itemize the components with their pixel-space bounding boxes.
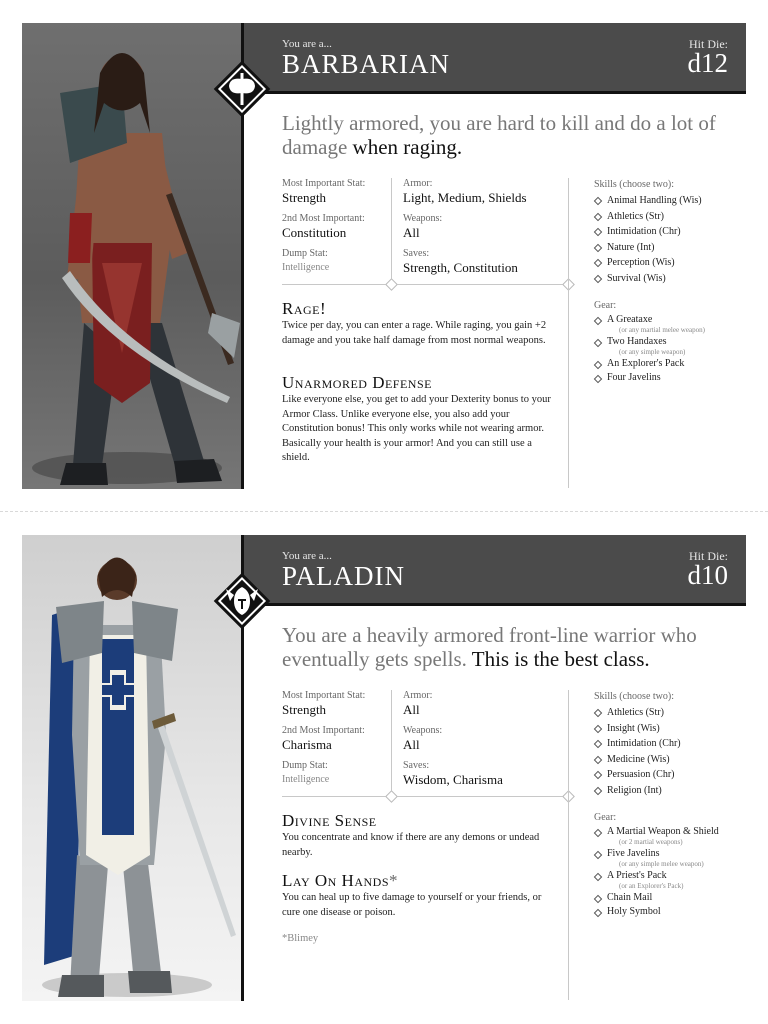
second-important-label: 2nd Most Important: xyxy=(282,213,365,224)
card-separator xyxy=(0,511,768,512)
gear-item: Five Javelins (or any simple melee weapon) xyxy=(594,848,744,868)
footnote: *Blimey xyxy=(282,933,319,944)
gear-list xyxy=(594,826,744,918)
diamond-bullet-icon xyxy=(594,197,602,205)
gear-section xyxy=(594,300,744,386)
dump-stat-value: Intelligence xyxy=(282,262,330,273)
saves-value: Wisdom, Charisma xyxy=(403,772,503,787)
diamond-bullet-icon xyxy=(594,709,602,717)
saves-label: Saves: xyxy=(403,248,430,259)
diamond-bullet-icon xyxy=(594,771,602,779)
proficiency-stats xyxy=(403,690,563,795)
tagline-emphasis: This is the best class. xyxy=(471,647,650,671)
armor-value: All xyxy=(403,702,420,717)
skills-label: Skills (choose two): xyxy=(594,691,674,702)
class-tagline xyxy=(282,111,737,159)
skill-item: Medicine (Wis) xyxy=(594,752,744,768)
skill-item: Persuasion (Chr) xyxy=(594,767,744,783)
most-important-label: Most Important Stat: xyxy=(282,178,366,189)
diamond-bullet-icon xyxy=(594,212,602,220)
saves-value: Strength, Constitution xyxy=(403,260,518,275)
stats-divider xyxy=(391,690,392,797)
skill-item: Athletics (Str) xyxy=(594,209,744,225)
skill-item: Animal Handling (Wis) xyxy=(594,193,744,209)
gear-label: Gear: xyxy=(594,300,617,311)
dump-stat-value: Intelligence xyxy=(282,774,330,785)
diamond-bullet-icon xyxy=(594,724,602,732)
skill-item: Perception (Wis) xyxy=(594,255,744,271)
diamond-bullet-icon xyxy=(594,851,602,859)
class-header xyxy=(244,23,746,94)
diamond-bullet-icon xyxy=(594,829,602,837)
diamond-bullet-icon xyxy=(594,786,602,794)
column-divider xyxy=(568,178,569,488)
skills-list xyxy=(594,193,744,286)
weapons-value: All xyxy=(403,225,420,240)
hit-die-value: d10 xyxy=(687,560,728,590)
skills-section xyxy=(594,179,744,286)
section-divider xyxy=(282,284,569,285)
skill-item: Nature (Int) xyxy=(594,240,744,256)
skill-item: Religion (Int) xyxy=(594,783,744,799)
feature-title: Rage! xyxy=(282,299,327,318)
gear-item: Holy Symbol xyxy=(594,906,744,918)
skill-item: Athletics (Str) xyxy=(594,705,744,721)
class-header xyxy=(244,535,746,606)
diamond-bullet-icon xyxy=(594,361,602,369)
diamond-bullet-icon xyxy=(594,740,602,748)
section-divider xyxy=(282,796,569,797)
diamond-bullet-icon xyxy=(594,895,602,903)
skill-item: Survival (Wis) xyxy=(594,271,744,287)
gear-item: A Priest's Pack (or an Explorer's Pack) xyxy=(594,870,744,890)
you-are-label: You are a... xyxy=(282,38,332,50)
diamond-bullet-icon xyxy=(594,259,602,267)
most-important-value: Strength xyxy=(282,190,327,205)
dump-stat-label: Dump Stat: xyxy=(282,248,328,259)
hit-die-label: Hit Die: xyxy=(689,549,728,563)
skills-label: Skills (choose two): xyxy=(594,179,674,190)
second-important-value: Charisma xyxy=(282,737,332,752)
diamond-bullet-icon xyxy=(594,274,602,282)
armor-label: Armor: xyxy=(403,178,433,189)
stats-divider xyxy=(391,178,392,285)
skill-item: Intimidation (Chr) xyxy=(594,224,744,240)
weapons-value: All xyxy=(403,737,420,752)
diamond-bullet-icon xyxy=(594,339,602,347)
tagline-text: Lightly armored, you are hard to kill and do a lot of damage xyxy=(282,111,716,159)
class-name: PALADIN xyxy=(282,561,406,591)
skills-list xyxy=(594,705,744,798)
skill-item: Intimidation (Chr) xyxy=(594,736,744,752)
feature-description: You can heal up to five damage to yourself or your friends, or cure one disease or poison. xyxy=(282,892,542,918)
saves-label: Saves: xyxy=(403,760,430,771)
weapons-label: Weapons: xyxy=(403,213,443,224)
hit-die-value: d12 xyxy=(687,48,728,78)
feature-unarmored-defense xyxy=(282,373,562,466)
feature-title: Unarmored Defense xyxy=(282,373,432,392)
feature-description: Like everyone else, you get to add your Dexterity bonus to your Armor Class. Unlike everyone else, you also add your Constitution bonus! This only works while not wearing armor. Basically your health is your armor! And you can still use a shield. xyxy=(282,394,551,463)
most-important-value: Strength xyxy=(282,702,327,717)
axe-icon xyxy=(208,55,276,123)
proficiency-stats xyxy=(403,178,563,283)
hit-die-label: Hit Die: xyxy=(689,37,728,51)
feature-title: Lay On Hands* xyxy=(282,871,399,890)
primary-stats xyxy=(282,178,392,283)
second-important-label: 2nd Most Important: xyxy=(282,725,365,736)
armor-label: Armor: xyxy=(403,690,433,701)
winged-helmet-icon xyxy=(208,567,276,635)
feature-description: You concentrate and know if there are any demons or undead nearby. xyxy=(282,832,540,858)
class-name: BARBARIAN xyxy=(282,49,451,79)
diamond-bullet-icon xyxy=(594,873,602,881)
primary-stats xyxy=(282,690,392,795)
diamond-bullet-icon xyxy=(594,228,602,236)
tagline-emphasis: when raging. xyxy=(352,135,463,159)
diamond-bullet-icon xyxy=(594,909,602,917)
feature-title: Divine Sense xyxy=(282,811,377,830)
class-tagline xyxy=(282,623,737,671)
skill-item: Insight (Wis) xyxy=(594,721,744,737)
gear-section xyxy=(594,812,744,920)
gear-item: An Explorer's Pack xyxy=(594,358,744,370)
gear-item: Chain Mail xyxy=(594,892,744,904)
diamond-bullet-icon xyxy=(594,755,602,763)
class-card-paladin xyxy=(22,535,746,1001)
gear-item: A Martial Weapon & Shield (or 2 martial weapons) xyxy=(594,826,744,846)
class-card-barbarian xyxy=(22,23,746,489)
feature-rage xyxy=(282,299,562,348)
diamond-bullet-icon xyxy=(594,375,602,383)
skills-section xyxy=(594,691,744,798)
feature-divine-sense xyxy=(282,811,562,860)
column-divider xyxy=(568,690,569,1000)
feature-description: Twice per day, you can enter a rage. While raging, you gain +2 damage and you take half damage from most normal weapons. xyxy=(282,320,547,346)
diamond-bullet-icon xyxy=(594,317,602,325)
second-important-value: Constitution xyxy=(282,225,347,240)
armor-value: Light, Medium, Shields xyxy=(403,190,527,205)
diamond-bullet-icon xyxy=(594,243,602,251)
gear-list xyxy=(594,314,744,384)
gear-item: Two Handaxes (or any simple weapon) xyxy=(594,336,744,356)
you-are-label: You are a... xyxy=(282,550,332,562)
gear-item: Four Javelins xyxy=(594,372,744,384)
weapons-label: Weapons: xyxy=(403,725,443,736)
gear-item: A Greataxe (or any martial melee weapon) xyxy=(594,314,744,334)
feature-lay-on-hands xyxy=(282,871,562,920)
tagline-text: You are a heavily armored front-line warrior who eventually gets spells. xyxy=(282,623,697,671)
gear-label: Gear: xyxy=(594,812,617,823)
dump-stat-label: Dump Stat: xyxy=(282,760,328,771)
most-important-label: Most Important Stat: xyxy=(282,690,366,701)
